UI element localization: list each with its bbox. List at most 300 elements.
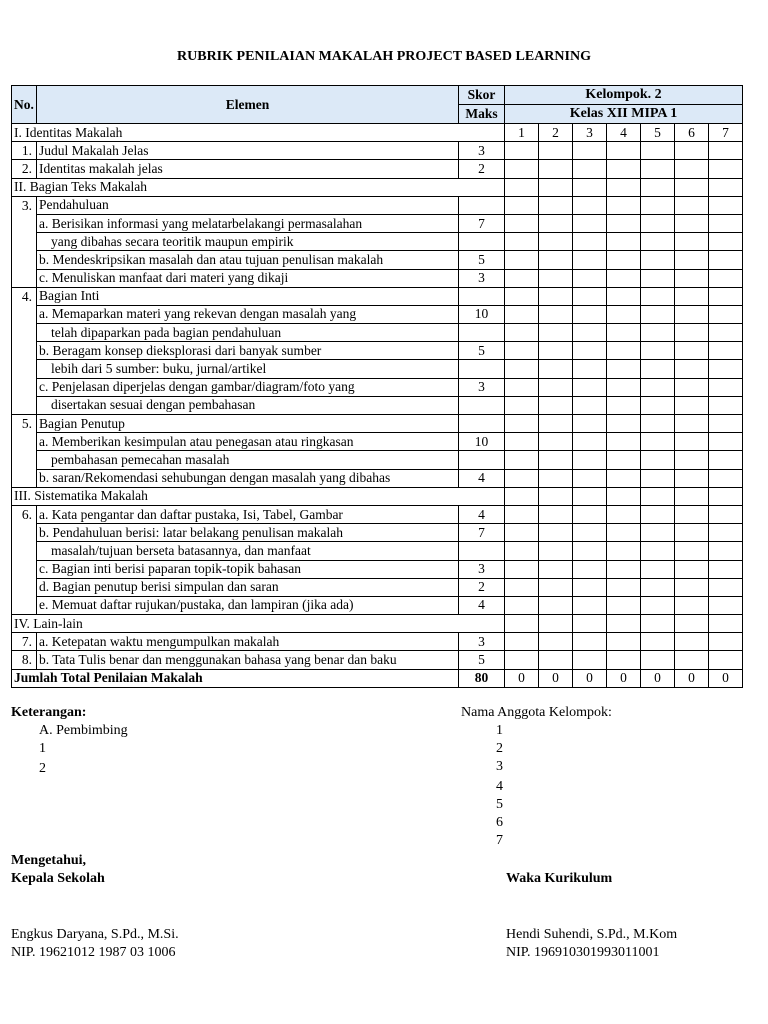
score-cell <box>641 596 675 614</box>
score-cell <box>573 287 607 305</box>
table-row <box>12 269 743 287</box>
score-cell <box>675 251 709 269</box>
item-number <box>12 451 37 469</box>
score-cell <box>675 524 709 542</box>
score-cell <box>641 196 675 214</box>
item-number: 6. <box>12 505 37 523</box>
total-score-cell: 0 <box>505 669 539 687</box>
max-score: 5 <box>459 251 505 269</box>
anggota-item: 5 <box>496 797 503 812</box>
score-cell <box>539 378 573 396</box>
score-cell <box>641 487 675 505</box>
item-text: pembahasan pemecahan masalah <box>37 451 459 469</box>
item-text: yang dibahas secara teoritik maupun empirik <box>37 233 459 251</box>
max-score: 3 <box>459 560 505 578</box>
score-cell <box>641 615 675 633</box>
score-cell <box>607 469 641 487</box>
header-skor: Skor <box>459 86 505 105</box>
waka-name: Hendi Suhendi, S.Pd., M.Kom <box>506 927 678 942</box>
score-cell <box>505 596 539 614</box>
score-cell <box>539 505 573 523</box>
item-number: 1. <box>12 142 37 160</box>
score-cell <box>675 578 709 596</box>
score-cell <box>539 596 573 614</box>
score-cell <box>675 433 709 451</box>
score-cell <box>709 342 743 360</box>
table-row <box>12 324 743 342</box>
keterangan-item: A. Pembimbing <box>39 723 128 738</box>
score-cell <box>505 524 539 542</box>
waka-title: Waka Kurikulum <box>506 871 613 886</box>
score-cell <box>505 396 539 414</box>
score-cell <box>573 378 607 396</box>
max-score <box>459 287 505 305</box>
score-cell <box>641 451 675 469</box>
score-cell <box>709 469 743 487</box>
score-cell <box>505 233 539 251</box>
score-cell <box>675 233 709 251</box>
score-cell <box>641 214 675 232</box>
score-cell <box>709 269 743 287</box>
mengetahui-label: Mengetahui, <box>11 853 87 868</box>
score-cell <box>539 324 573 342</box>
score-cell <box>505 469 539 487</box>
item-number <box>12 542 37 560</box>
score-cell <box>607 287 641 305</box>
header-kelas: Kelas XII MIPA 1 <box>505 105 743 124</box>
anggota-label: Nama Anggota Kelompok: <box>461 705 612 720</box>
score-cell <box>709 214 743 232</box>
anggota-item: 2 <box>496 741 503 756</box>
max-score: 3 <box>459 269 505 287</box>
score-cell <box>607 214 641 232</box>
score-cell <box>505 324 539 342</box>
score-cell <box>539 305 573 323</box>
score-cell <box>709 433 743 451</box>
score-cell <box>539 269 573 287</box>
score-cell <box>675 214 709 232</box>
score-cell <box>607 415 641 433</box>
score-cell <box>675 324 709 342</box>
score-cell <box>641 324 675 342</box>
item-text: a. Berisikan informasi yang melatarbelakangi permasalahan <box>37 214 459 232</box>
score-cell <box>505 633 539 651</box>
table-row <box>12 524 743 542</box>
item-text: c. Menuliskan manfaat dari materi yang dikaji <box>37 269 459 287</box>
score-cell <box>539 578 573 596</box>
score-cell <box>539 251 573 269</box>
item-number <box>12 214 37 232</box>
score-cell <box>505 287 539 305</box>
item-number <box>12 378 37 396</box>
score-cell <box>607 142 641 160</box>
kepala-signature <box>11 926 179 962</box>
max-score: 7 <box>459 214 505 232</box>
score-cell <box>539 178 573 196</box>
score-cell <box>607 196 641 214</box>
item-text: Bagian Inti <box>37 287 459 305</box>
score-cell <box>709 196 743 214</box>
table-row <box>12 160 743 178</box>
item-text: b. Pendahuluan berisi: latar belakang penulisan makalah <box>37 524 459 542</box>
score-cell <box>709 178 743 196</box>
table-row <box>12 560 743 578</box>
score-cell <box>641 578 675 596</box>
score-cell <box>641 342 675 360</box>
score-cell <box>539 433 573 451</box>
table-row <box>12 360 743 378</box>
max-score: 4 <box>459 596 505 614</box>
score-cell <box>539 615 573 633</box>
score-cell <box>607 651 641 669</box>
table-row <box>12 196 743 214</box>
total-skor: 80 <box>459 669 505 687</box>
score-cell: 4 <box>607 124 641 142</box>
score-cell <box>539 451 573 469</box>
max-score <box>459 360 505 378</box>
score-cell <box>505 342 539 360</box>
item-number: 3. <box>12 196 37 214</box>
score-cell <box>607 305 641 323</box>
header-maks: Maks <box>459 105 505 124</box>
score-cell <box>505 269 539 287</box>
total-row <box>12 669 743 687</box>
score-cell <box>573 469 607 487</box>
score-cell <box>709 251 743 269</box>
score-cell <box>607 378 641 396</box>
score-cell <box>641 269 675 287</box>
score-cell <box>573 487 607 505</box>
table-row <box>12 487 743 505</box>
score-cell <box>573 524 607 542</box>
score-cell <box>539 415 573 433</box>
score-cell <box>641 469 675 487</box>
score-cell <box>607 433 641 451</box>
score-cell <box>505 196 539 214</box>
item-text: Judul Makalah Jelas <box>37 142 459 160</box>
score-cell <box>675 487 709 505</box>
score-cell <box>539 396 573 414</box>
score-cell <box>709 287 743 305</box>
anggota-item: 1 <box>496 723 503 738</box>
score-cell <box>505 360 539 378</box>
score-cell <box>709 505 743 523</box>
score-cell <box>573 615 607 633</box>
score-cell <box>675 160 709 178</box>
table-row <box>12 251 743 269</box>
max-score <box>459 324 505 342</box>
item-number <box>12 324 37 342</box>
score-cell: 3 <box>573 124 607 142</box>
table-row <box>12 415 743 433</box>
max-score <box>459 451 505 469</box>
score-cell <box>573 651 607 669</box>
section-label: II. Bagian Teks Makalah <box>12 178 505 196</box>
score-cell <box>675 342 709 360</box>
score-cell <box>641 433 675 451</box>
score-cell <box>675 378 709 396</box>
max-score: 4 <box>459 469 505 487</box>
section-label: III. Sistematika Makalah <box>12 487 505 505</box>
item-number <box>12 578 37 596</box>
max-score: 3 <box>459 633 505 651</box>
score-cell <box>675 360 709 378</box>
keterangan-block <box>11 704 128 778</box>
score-cell <box>641 287 675 305</box>
score-cell <box>573 578 607 596</box>
score-cell <box>675 469 709 487</box>
item-number <box>12 269 37 287</box>
score-cell: 5 <box>641 124 675 142</box>
item-number <box>12 560 37 578</box>
item-text: Identitas makalah jelas <box>37 160 459 178</box>
score-cell <box>573 269 607 287</box>
table-row <box>12 342 743 360</box>
max-score: 2 <box>459 578 505 596</box>
total-score-cell: 0 <box>573 669 607 687</box>
item-text: telah dipaparkan pada bagian pendahuluan <box>37 324 459 342</box>
score-cell <box>709 451 743 469</box>
score-cell <box>505 542 539 560</box>
score-cell <box>539 360 573 378</box>
table-row <box>12 596 743 614</box>
score-cell <box>607 178 641 196</box>
score-cell <box>505 560 539 578</box>
anggota-item: 7 <box>496 833 503 848</box>
header-no: No. <box>12 86 37 124</box>
score-cell <box>539 287 573 305</box>
table-row <box>12 287 743 305</box>
item-number: 5. <box>12 415 37 433</box>
anggota-item: 3 <box>496 759 503 774</box>
item-text: a. Memberikan kesimpulan atau penegasan atau ringkasan <box>37 433 459 451</box>
score-cell <box>573 196 607 214</box>
item-text: a. Kata pengantar dan daftar pustaka, Isi, Tabel, Gambar <box>37 505 459 523</box>
score-cell <box>505 178 539 196</box>
max-score <box>459 396 505 414</box>
score-cell <box>709 142 743 160</box>
item-number <box>12 251 37 269</box>
score-cell <box>607 615 641 633</box>
score-cell <box>539 160 573 178</box>
table-row <box>12 651 743 669</box>
score-cell <box>539 469 573 487</box>
score-cell <box>641 378 675 396</box>
item-text: d. Bagian penutup berisi simpulan dan saran <box>37 578 459 596</box>
item-number: 4. <box>12 287 37 305</box>
max-score: 5 <box>459 651 505 669</box>
score-cell <box>539 214 573 232</box>
item-number <box>12 360 37 378</box>
score-cell <box>675 269 709 287</box>
kepala-nip: NIP. 19621012 1987 03 1006 <box>11 945 176 960</box>
score-cell <box>505 305 539 323</box>
score-cell <box>539 542 573 560</box>
score-cell <box>675 196 709 214</box>
item-text: Pendahuluan <box>37 196 459 214</box>
score-cell <box>675 651 709 669</box>
score-cell <box>675 451 709 469</box>
score-cell <box>573 160 607 178</box>
score-cell <box>675 633 709 651</box>
score-cell <box>607 160 641 178</box>
score-cell <box>607 487 641 505</box>
score-cell <box>709 360 743 378</box>
table-row <box>12 142 743 160</box>
score-cell: 6 <box>675 124 709 142</box>
item-text: b. Mendeskripsikan masalah dan atau tujuan penulisan makalah <box>37 251 459 269</box>
max-score <box>459 233 505 251</box>
score-cell <box>607 324 641 342</box>
score-cell <box>573 433 607 451</box>
kepala-name: Engkus Daryana, S.Pd., M.Si. <box>11 927 179 942</box>
table-row <box>12 378 743 396</box>
table-row <box>12 469 743 487</box>
anggota-item: 6 <box>496 815 503 830</box>
page-title: RUBRIK PENILAIAN MAKALAH PROJECT BASED LEARNING <box>177 49 591 64</box>
item-number: 7. <box>12 633 37 651</box>
score-cell <box>573 360 607 378</box>
score-cell <box>641 178 675 196</box>
anggota-item: 4 <box>496 779 503 794</box>
score-cell <box>641 415 675 433</box>
table-row <box>12 451 743 469</box>
header-elemen: Elemen <box>37 86 459 124</box>
score-cell <box>573 505 607 523</box>
score-cell <box>607 451 641 469</box>
score-cell <box>505 651 539 669</box>
anggota-block <box>461 704 612 850</box>
score-cell <box>675 596 709 614</box>
item-text: a. Ketepatan waktu mengumpulkan makalah <box>37 633 459 651</box>
score-cell <box>641 305 675 323</box>
score-cell <box>573 178 607 196</box>
score-cell <box>675 560 709 578</box>
score-cell <box>607 360 641 378</box>
score-cell <box>573 142 607 160</box>
header-kelompok: Kelompok. 2 <box>505 86 743 105</box>
item-text: Bagian Penutup <box>37 415 459 433</box>
score-cell <box>505 487 539 505</box>
score-cell: 2 <box>539 124 573 142</box>
item-text: b. Tata Tulis benar dan menggunakan bahasa yang benar dan baku <box>37 651 459 669</box>
max-score: 10 <box>459 305 505 323</box>
score-cell <box>573 233 607 251</box>
item-text: c. Penjelasan diperjelas dengan gambar/diagram/foto yang <box>37 378 459 396</box>
item-text: b. saran/Rekomendasi sehubungan dengan masalah yang dibahas <box>37 469 459 487</box>
max-score: 2 <box>459 160 505 178</box>
score-cell <box>675 615 709 633</box>
score-cell <box>607 596 641 614</box>
score-cell <box>709 324 743 342</box>
score-cell <box>505 378 539 396</box>
score-cell <box>539 233 573 251</box>
table-row <box>12 233 743 251</box>
total-score-cell: 0 <box>539 669 573 687</box>
score-cell <box>539 651 573 669</box>
total-score-cell: 0 <box>641 669 675 687</box>
score-cell <box>505 415 539 433</box>
table-row <box>12 305 743 323</box>
score-cell <box>641 651 675 669</box>
score-cell <box>607 542 641 560</box>
score-cell <box>709 615 743 633</box>
score-cell <box>505 214 539 232</box>
score-cell <box>539 560 573 578</box>
table-row <box>12 542 743 560</box>
score-cell <box>641 233 675 251</box>
score-cell <box>641 142 675 160</box>
max-score: 10 <box>459 433 505 451</box>
score-cell <box>573 415 607 433</box>
section-label: IV. Lain-lain <box>12 615 505 633</box>
score-cell <box>573 396 607 414</box>
score-cell <box>539 487 573 505</box>
score-cell <box>641 360 675 378</box>
score-cell <box>607 560 641 578</box>
score-cell <box>709 524 743 542</box>
score-cell <box>709 305 743 323</box>
total-score-cell: 0 <box>675 669 709 687</box>
score-cell <box>675 396 709 414</box>
score-cell <box>675 542 709 560</box>
item-number <box>12 596 37 614</box>
max-score <box>459 415 505 433</box>
table-row <box>12 433 743 451</box>
score-cell <box>573 451 607 469</box>
keterangan-item: 1 <box>39 741 46 756</box>
score-cell <box>675 505 709 523</box>
score-cell <box>505 615 539 633</box>
waka-nip: NIP. 196910301993011001 <box>506 945 660 960</box>
score-cell <box>709 160 743 178</box>
item-number <box>12 305 37 323</box>
table-row <box>12 396 743 414</box>
table-row <box>12 214 743 232</box>
table-row <box>12 578 743 596</box>
kepala-title: Kepala Sekolah <box>11 871 105 886</box>
score-cell <box>573 342 607 360</box>
item-number <box>12 433 37 451</box>
score-cell <box>607 578 641 596</box>
score-cell <box>573 596 607 614</box>
item-text: c. Bagian inti berisi paparan topik-topik bahasan <box>37 560 459 578</box>
score-cell <box>539 633 573 651</box>
max-score: 3 <box>459 142 505 160</box>
score-cell <box>573 542 607 560</box>
total-score-cell: 0 <box>607 669 641 687</box>
score-cell <box>607 633 641 651</box>
score-cell <box>573 633 607 651</box>
score-cell <box>607 251 641 269</box>
item-text: a. Memaparkan materi yang rekevan dengan masalah yang <box>37 305 459 323</box>
item-number <box>12 396 37 414</box>
score-cell <box>709 396 743 414</box>
score-cell <box>709 378 743 396</box>
table-row <box>12 633 743 651</box>
table-row <box>12 505 743 523</box>
score-cell <box>505 451 539 469</box>
total-score-cell: 0 <box>709 669 743 687</box>
score-cell <box>539 524 573 542</box>
item-number: 8. <box>12 651 37 669</box>
score-cell <box>641 251 675 269</box>
score-cell: 7 <box>709 124 743 142</box>
score-cell <box>641 505 675 523</box>
score-cell <box>641 560 675 578</box>
item-number <box>12 469 37 487</box>
score-cell <box>709 651 743 669</box>
